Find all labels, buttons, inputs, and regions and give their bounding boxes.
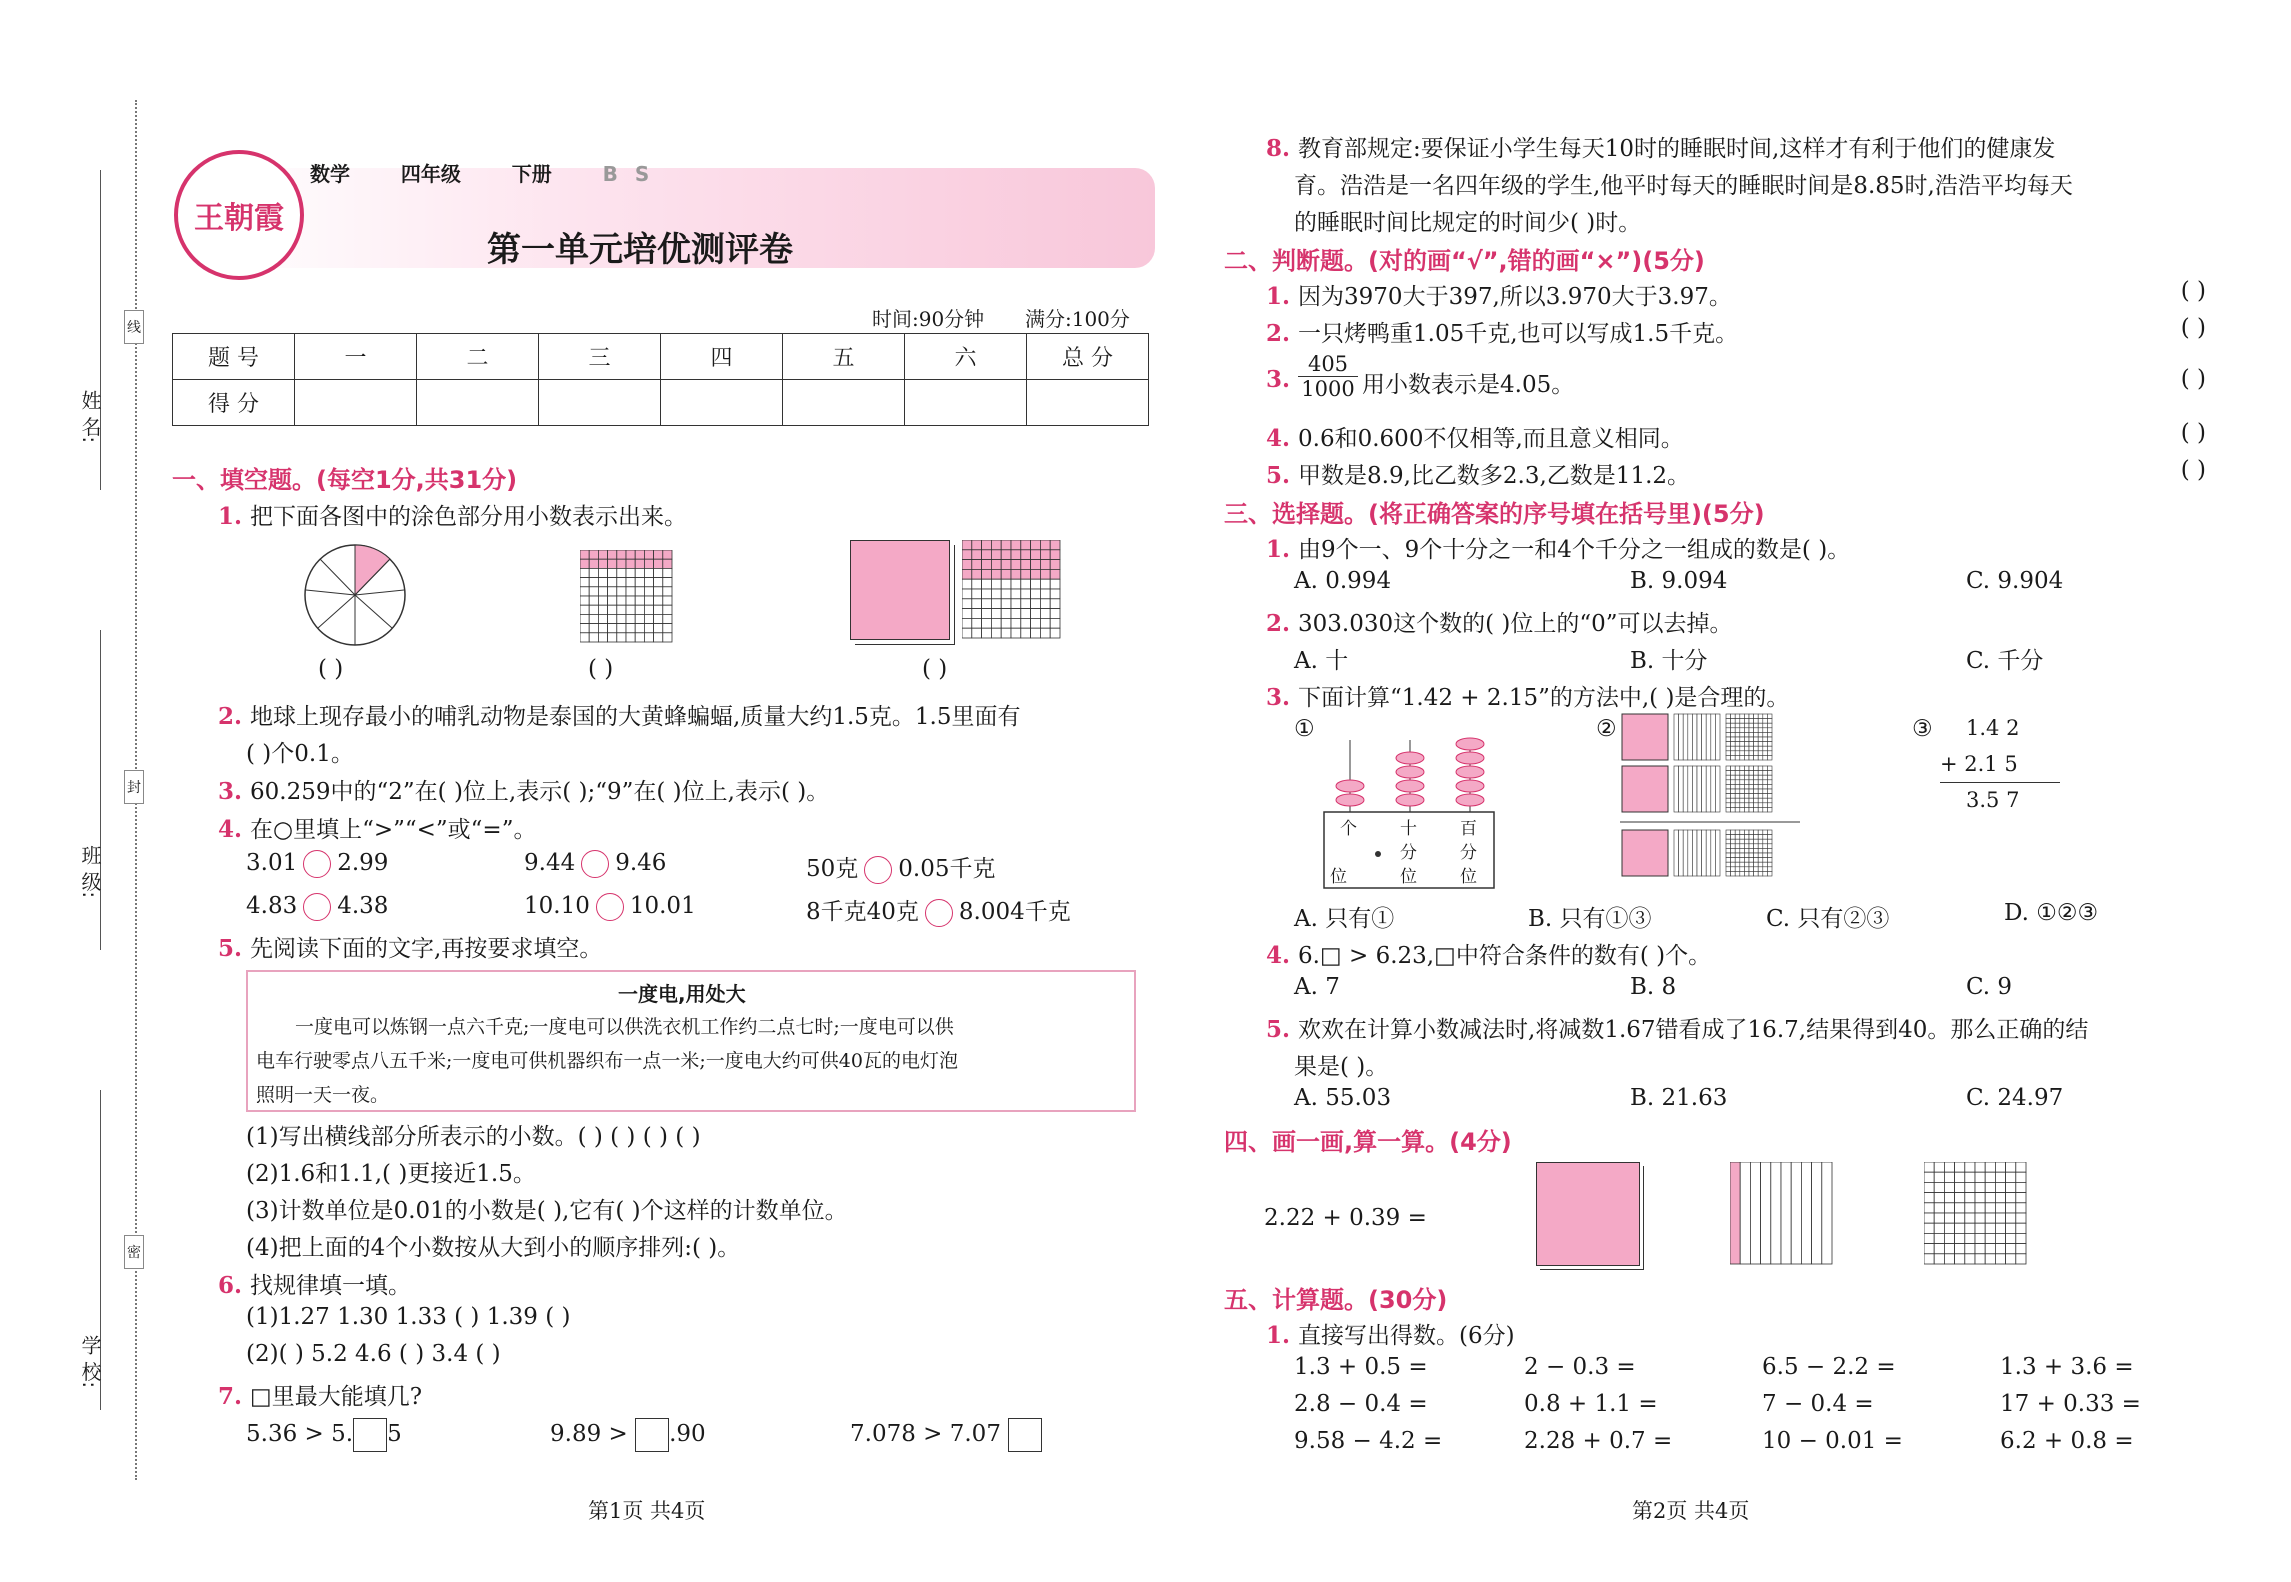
grid-100-figure <box>580 550 674 644</box>
compare-item: 50克 0.05千克 <box>806 856 996 882</box>
calc-item: 2 − 0.3 = <box>1524 1354 1636 1380</box>
answer-paren[interactable]: ( ) <box>588 656 614 682</box>
judge-2: 2. 一只烤鸭重1.05千克,也可以写成1.5千克。 ( ) <box>1266 315 2206 347</box>
q5-sub3: (3)计数单位是0.01的小数是( ),它有( )个这样的计数单位。 <box>246 1198 848 1224</box>
q2-text: 地球上现存最小的哺乳动物是泰国的大黄蜂蝙蝠,质量大约1.5克。1.5里面有 <box>250 704 1021 730</box>
choice-2: 2. 303.030这个数的( )位上的“0”可以去掉。 <box>1266 610 1733 637</box>
compare-circle[interactable] <box>303 893 331 921</box>
q2-text-2: ( )个0.1。 <box>246 741 354 767</box>
cell: 题 号 <box>173 334 295 380</box>
reading-title: 一度电,用处大 <box>618 982 746 1006</box>
cell: 二 <box>417 334 539 380</box>
q5: 5. 先阅读下面的文字,再按要求填空。 <box>218 935 603 962</box>
abacus-label: 个 <box>1340 819 1357 839</box>
judge-4: 4. 0.6和0.600不仅相等,而且意义相同。 ( ) <box>1266 420 2206 452</box>
option[interactable]: C. 24.97 <box>1966 1085 2064 1111</box>
compare-circle[interactable] <box>581 850 609 878</box>
tenths-figure <box>1730 1162 1834 1266</box>
grid-100-figure <box>962 540 1062 640</box>
option[interactable]: B. 8 <box>1630 974 1677 1000</box>
score-cell[interactable] <box>1027 380 1149 426</box>
vertical-line-3: 3.5 7 <box>1966 788 2020 812</box>
judge-paren[interactable]: ( ) <box>2180 278 2206 304</box>
section-4-title: 四、画一画,算一算。(4分) <box>1224 1128 1512 1156</box>
option[interactable]: D. ①②③ <box>2004 900 2099 926</box>
judge-paren[interactable]: ( ) <box>2180 315 2206 341</box>
q5-sub4: (4)把上面的4个小数按从大到小的顺序排列:( )。 <box>246 1235 741 1261</box>
q5-sub2: (2)1.6和1.1,( )更接近1.5。 <box>246 1161 536 1187</box>
subject-line <box>310 158 649 187</box>
term: 下册 <box>511 162 552 186</box>
compare-item: 10.10 10.01 <box>524 893 696 919</box>
compare-item: 8千克40克 8.004千克 <box>806 899 1071 925</box>
section-5-title: 五、计算题。(30分) <box>1224 1286 1448 1314</box>
cell: 一 <box>295 334 417 380</box>
vertical-line-1: 1.4 2 <box>1966 716 2020 740</box>
choice-1: 1. 由9个一、9个十分之一和4个千分之一组成的数是( )。 <box>1266 536 1851 563</box>
method-2-mark: ② <box>1596 716 1617 742</box>
compare-item: 4.83 4.38 <box>246 893 389 919</box>
q2: 2. 地球上现存最小的哺乳动物是泰国的大黄蜂蝙蝠,质量大约1.5克。1.5里面有 <box>218 703 1021 730</box>
judge-paren[interactable]: ( ) <box>2180 420 2206 446</box>
answer-paren[interactable]: ( ) <box>318 656 344 682</box>
pie-figure <box>300 540 410 650</box>
q1-text: 把下面各图中的涂色部分用小数表示出来。 <box>250 504 688 530</box>
calc-1: 1. 直接写出得数。(6分) <box>1266 1322 1515 1349</box>
score-cell[interactable] <box>295 380 417 426</box>
answer-paren[interactable]: ( ) <box>922 656 948 682</box>
compare-circle[interactable] <box>925 899 953 927</box>
subject: 数学 <box>310 162 350 186</box>
q8-text: 教育部规定:要保证小学生每天10时的睡眠时间,这样才有利于他们的健康发 <box>1298 136 2056 162</box>
option[interactable]: B. 十分 <box>1630 648 1708 674</box>
brand-seal <box>174 150 304 280</box>
class-label: 班 级: <box>78 845 102 899</box>
school-label: 学 校: <box>78 1335 102 1389</box>
compare-circle[interactable] <box>303 850 331 878</box>
stub-mi: 密 <box>124 1235 144 1269</box>
grade: 四年级 <box>400 162 461 186</box>
vertical-rule <box>1940 782 2060 783</box>
score-table <box>172 333 1149 426</box>
option[interactable]: C. 千分 <box>1966 648 2044 674</box>
q8-text-2: 育。浩浩是一名四年级的学生,他平时每天的睡眠时间是8.85时,浩浩平均每天 <box>1294 173 2073 199</box>
q7-text: □里最大能填几? <box>250 1384 423 1410</box>
score-cell[interactable] <box>783 380 905 426</box>
q4-text: 在○里填上“>”“<”或“=”。 <box>250 817 537 843</box>
cell: 四 <box>661 334 783 380</box>
judge-paren[interactable]: ( ) <box>2180 366 2206 392</box>
score-cell[interactable] <box>661 380 783 426</box>
option[interactable]: B. 只有①③ <box>1528 906 1652 932</box>
abacus-label: 百 <box>1460 819 1477 839</box>
q6-sub2: (2)( ) 5.2 4.6 ( ) 3.4 ( ) <box>246 1341 501 1367</box>
option[interactable]: A. 只有① <box>1294 906 1395 932</box>
choice-5: 5. 欢欢在计算小数减法时,将减数1.67错看成了16.7,结果得到40。那么正确的结 <box>1266 1016 2089 1043</box>
cell: 得 分 <box>173 380 295 426</box>
cell: 六 <box>905 334 1027 380</box>
q7-item: 9.89 > .90 <box>550 1418 706 1452</box>
full-score: 满分:100分 <box>1025 307 1130 331</box>
abacus-label: 位 <box>1460 867 1477 887</box>
q3-text: 60.259中的“2”在( )位上,表示( );“9”在( )位上,表示( )。 <box>250 779 830 805</box>
abacus-label: 十 <box>1400 819 1417 839</box>
calc-item: 17 + 0.33 = <box>2000 1391 2141 1417</box>
judge-5: 5. 甲数是8.9,比乙数多2.3,乙数是11.2。 ( ) <box>1266 457 2206 489</box>
score-cell[interactable] <box>539 380 661 426</box>
page-title: 第一单元培优测评卷 <box>487 230 793 270</box>
abacus-label: 分 <box>1400 843 1417 863</box>
abacus-label: 分 <box>1460 843 1477 863</box>
edition: B S <box>602 162 650 186</box>
q7-item: 5.36 > 5. 5 <box>246 1418 402 1452</box>
option[interactable]: B. 9.094 <box>1630 568 1728 594</box>
draw-expression: 2.22 + 0.39 = <box>1264 1205 1427 1231</box>
q5-text: 先阅读下面的文字,再按要求填空。 <box>250 936 603 962</box>
option[interactable]: C. 只有②③ <box>1766 906 1890 932</box>
choice-5-text-2: 果是( )。 <box>1294 1054 1389 1080</box>
decimal-blocks-figure <box>1620 712 1810 882</box>
reading-line: 一度电可以炼钢一点六千克;一度电可以供洗衣机工作约二点七时;一度电可以供 <box>295 1016 954 1038</box>
option[interactable]: A. 7 <box>1294 974 1340 1000</box>
calc-item: 6.5 − 2.2 = <box>1762 1354 1896 1380</box>
option[interactable]: C. 9.904 <box>1966 568 2064 594</box>
judge-paren[interactable]: ( ) <box>2180 457 2206 483</box>
compare-item: 3.01 2.99 <box>246 850 389 876</box>
full-square-figure <box>850 540 950 640</box>
calc-item: 7 − 0.4 = <box>1762 1391 1874 1417</box>
method-1-mark: ① <box>1294 716 1315 742</box>
q3: 3. 60.259中的“2”在( )位上,表示( );“9”在( )位上,表示( )。 <box>218 778 830 805</box>
calc-item: 1.3 + 3.6 = <box>2000 1354 2134 1380</box>
q6-sub1: (1)1.27 1.30 1.33 ( ) 1.39 ( ) <box>246 1304 571 1330</box>
name-label: 姓 名: <box>78 390 102 444</box>
section-3-title: 三、选择题。(将正确答案的序号填在括号里)(5分) <box>1224 500 1765 528</box>
calc-item: 9.58 − 4.2 = <box>1294 1428 1443 1454</box>
page-footer-left: 第1页 共4页 <box>588 1499 706 1523</box>
answer-box[interactable] <box>353 1418 387 1452</box>
stub-feng: 封 <box>124 770 144 804</box>
abacus-label: 位 <box>1400 867 1417 887</box>
calc-item: 6.2 + 0.8 = <box>2000 1428 2134 1454</box>
option[interactable]: A. 0.994 <box>1294 568 1392 594</box>
reading-line: 电车行驶零点八五千米;一度电可供机器织布一点一米;一度电大约可供40瓦的电灯泡 <box>256 1050 958 1072</box>
calc-item: 10 − 0.01 = <box>1762 1428 1903 1454</box>
reading-line: 照明一天一夜。 <box>256 1084 390 1106</box>
judge-1: 1. 因为3970大于397,所以3.970大于3.97。 ( ) <box>1266 278 2206 310</box>
vertical-line-2: + 2.1 5 <box>1940 752 2018 776</box>
compare-item: 9.44 9.46 <box>524 850 667 876</box>
answer-box[interactable] <box>635 1418 669 1452</box>
stub-xian: 线 <box>124 310 144 344</box>
calc-item: 0.8 + 1.1 = <box>1524 1391 1658 1417</box>
grid-100-figure <box>1924 1162 2028 1266</box>
cell: 总 分 <box>1027 334 1149 380</box>
q5-sub1: (1)写出横线部分所表示的小数。( ) ( ) ( ) ( ) <box>246 1124 701 1150</box>
page-footer-right: 第2页 共4页 <box>1632 1499 1750 1523</box>
judge-3: 3. 405 1000 用小数表示是4.05。 ( ) <box>1266 352 2206 401</box>
q8-text-3: 的睡眠时间比规定的时间少( )时。 <box>1294 210 1642 236</box>
q4: 4. 在○里填上“>”“<”或“=”。 <box>218 816 537 843</box>
calc-item: 2.8 − 0.4 = <box>1294 1391 1428 1417</box>
cell: 五 <box>783 334 905 380</box>
q1: 1. 把下面各图中的涂色部分用小数表示出来。 <box>218 503 688 530</box>
class-line <box>100 630 101 950</box>
cell: 三 <box>539 334 661 380</box>
answer-box[interactable] <box>1008 1418 1042 1452</box>
exam-time: 时间:90分钟 <box>872 307 985 331</box>
score-cell[interactable] <box>905 380 1027 426</box>
option[interactable]: C. 9 <box>1966 974 2013 1000</box>
section-2-title: 二、判断题。(对的画“√”,错的画“×”)(5分) <box>1224 247 1705 275</box>
score-table-row <box>173 380 1149 426</box>
q7: 7. □里最大能填几? <box>218 1383 423 1410</box>
choice-3: 3. 下面计算“1.42 + 2.15”的方法中,( )是合理的。 <box>1266 684 1790 711</box>
calc-item: 2.28 + 0.7 = <box>1524 1428 1673 1454</box>
score-table-header <box>173 334 1149 380</box>
score-cell[interactable] <box>417 380 539 426</box>
option[interactable]: A. 十 <box>1294 648 1349 674</box>
option[interactable]: B. 21.63 <box>1630 1085 1728 1111</box>
q6-text: 找规律填一填。 <box>250 1273 412 1299</box>
choice-4: 4. 6.□ > 6.23,□中符合条件的数有( )个。 <box>1266 942 1712 969</box>
q8: 8. 教育部规定:要保证小学生每天10时的睡眠时间,这样才有利于他们的健康发 <box>1266 135 2056 162</box>
q6: 6. 找规律填一填。 <box>218 1272 412 1299</box>
compare-circle[interactable] <box>596 893 624 921</box>
q7-item: 7.078 > 7.07 <box>850 1418 1042 1452</box>
full-square-figure <box>1536 1162 1640 1266</box>
fraction: 405 1000 <box>1298 352 1358 401</box>
section-1-title: 一、填空题。(每空1分,共31分) <box>172 466 518 494</box>
brand-text: 王朝霞 <box>194 201 284 236</box>
option[interactable]: A. 55.03 <box>1294 1085 1392 1111</box>
abacus-label: 位 <box>1330 867 1347 887</box>
method-3-mark: ③ <box>1912 716 1933 742</box>
compare-circle[interactable] <box>864 856 892 884</box>
calc-item: 1.3 + 0.5 = <box>1294 1354 1428 1380</box>
